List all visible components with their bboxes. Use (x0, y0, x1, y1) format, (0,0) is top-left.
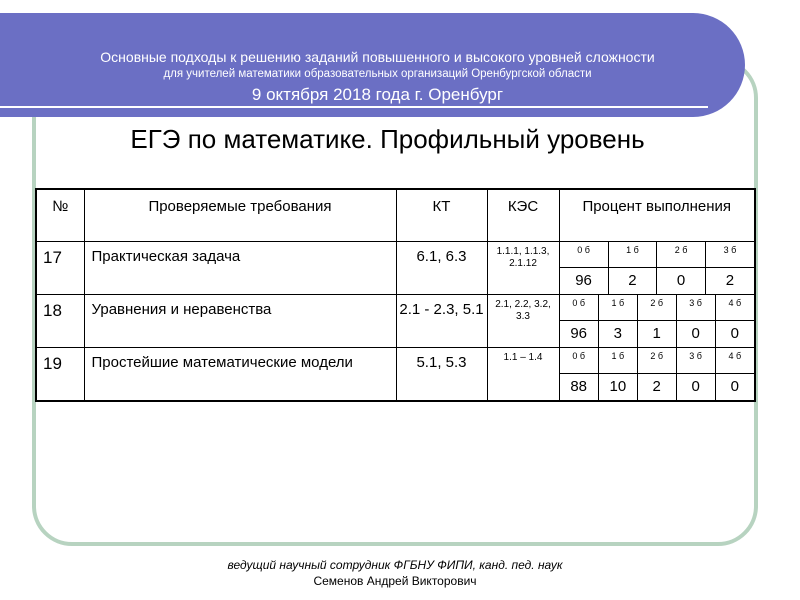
row-num-cell (36, 347, 84, 401)
row-kes: 2.1, 2.2, 3.2, 3.3 (495, 298, 551, 322)
table-row (36, 347, 755, 401)
score-value: 96 (560, 267, 609, 294)
header-req (84, 189, 396, 241)
header-line-2: для учителей математики образовательных организаций Оренбургской области (163, 68, 592, 80)
row-pct-cell (559, 241, 755, 294)
header-line-3: 9 октября 2018 года г. Оренбург (251, 85, 504, 104)
row-req: Уравнения и неравенства (91, 300, 272, 318)
score-label: 2 б (657, 242, 706, 268)
score-value: 0 (676, 320, 715, 347)
header-req-label: Проверяемые требования (148, 198, 332, 215)
header-line-1: Основные подходы к решению заданий повышенного и высокого уровней сложности (100, 49, 655, 65)
header-num-label: № (52, 198, 69, 215)
score-value: 0 (676, 373, 715, 400)
score-label: 1 б (598, 295, 637, 321)
score-label: 1 б (608, 242, 657, 268)
score-label: 3 б (676, 348, 715, 374)
table-row (36, 241, 755, 294)
header-banner (0, 13, 745, 117)
header-num (36, 189, 84, 241)
row-num-cell (36, 294, 84, 347)
score-label: 4 б (715, 295, 754, 321)
score-subtable (560, 348, 755, 400)
table-row (36, 294, 755, 347)
score-value: 2 (637, 373, 676, 400)
table-header-row (36, 189, 755, 241)
row-req: Практическая задача (91, 247, 241, 265)
row-kt-cell (396, 347, 487, 401)
score-label: 2 б (637, 348, 676, 374)
score-label: 4 б (715, 348, 754, 374)
score-label: 3 б (676, 295, 715, 321)
row-num: 19 (43, 353, 62, 373)
header-kes (487, 189, 559, 241)
header-pct-label: Процент выполнения (582, 198, 732, 215)
score-value: 3 (598, 320, 637, 347)
row-kt-cell (396, 294, 487, 347)
row-pct-cell (559, 347, 755, 401)
score-label: 3 б (705, 242, 754, 268)
header-kes-label: КЭС (507, 198, 539, 215)
page-title: ЕГЭ по математике. Профильный уровень (130, 124, 645, 154)
score-value: 0 (657, 267, 706, 294)
row-req-cell (84, 294, 396, 347)
header-pct (559, 189, 755, 241)
score-label: 0 б (560, 242, 609, 268)
row-kt: 6.1, 6.3 (416, 247, 467, 265)
score-value: 96 (560, 320, 599, 347)
author-position: ведущий научный сотрудник ФГБНУ ФИПИ, канд. пед. наук (227, 558, 563, 572)
score-label: 0 б (560, 295, 599, 321)
score-value: 2 (705, 267, 754, 294)
score-value: 2 (608, 267, 657, 294)
row-num: 18 (43, 300, 62, 320)
row-num-cell (36, 241, 84, 294)
score-value: 0 (715, 320, 754, 347)
score-value: 88 (560, 373, 599, 400)
row-num: 17 (43, 247, 62, 267)
score-value: 10 (598, 373, 637, 400)
row-kes-cell (487, 294, 559, 347)
header-divider (0, 106, 708, 108)
score-subtable (560, 242, 755, 294)
row-kes: 1.1 – 1.4 (503, 351, 543, 363)
row-kes: 1.1.1, 1.1.3, 2.1.12 (496, 245, 550, 269)
row-kes-cell (487, 347, 559, 401)
row-req-cell (84, 347, 396, 401)
row-kt-cell (396, 241, 487, 294)
score-subtable (560, 295, 755, 347)
row-pct-cell (559, 294, 755, 347)
row-req: Простейшие математические модели (91, 353, 353, 371)
score-value: 1 (637, 320, 676, 347)
row-kt: 5.1, 5.3 (416, 353, 467, 371)
results-table (35, 188, 756, 402)
header-kt (396, 189, 487, 241)
row-kes-cell (487, 241, 559, 294)
score-label: 0 б (560, 348, 599, 374)
row-kt: 2.1 - 2.3, 5.1 (399, 300, 484, 318)
row-req-cell (84, 241, 396, 294)
score-label: 2 б (637, 295, 676, 321)
author-name: Семенов Андрей Викторович (313, 574, 477, 588)
score-label: 1 б (598, 348, 637, 374)
score-value: 0 (715, 373, 754, 400)
header-kt-label: КТ (432, 198, 451, 215)
